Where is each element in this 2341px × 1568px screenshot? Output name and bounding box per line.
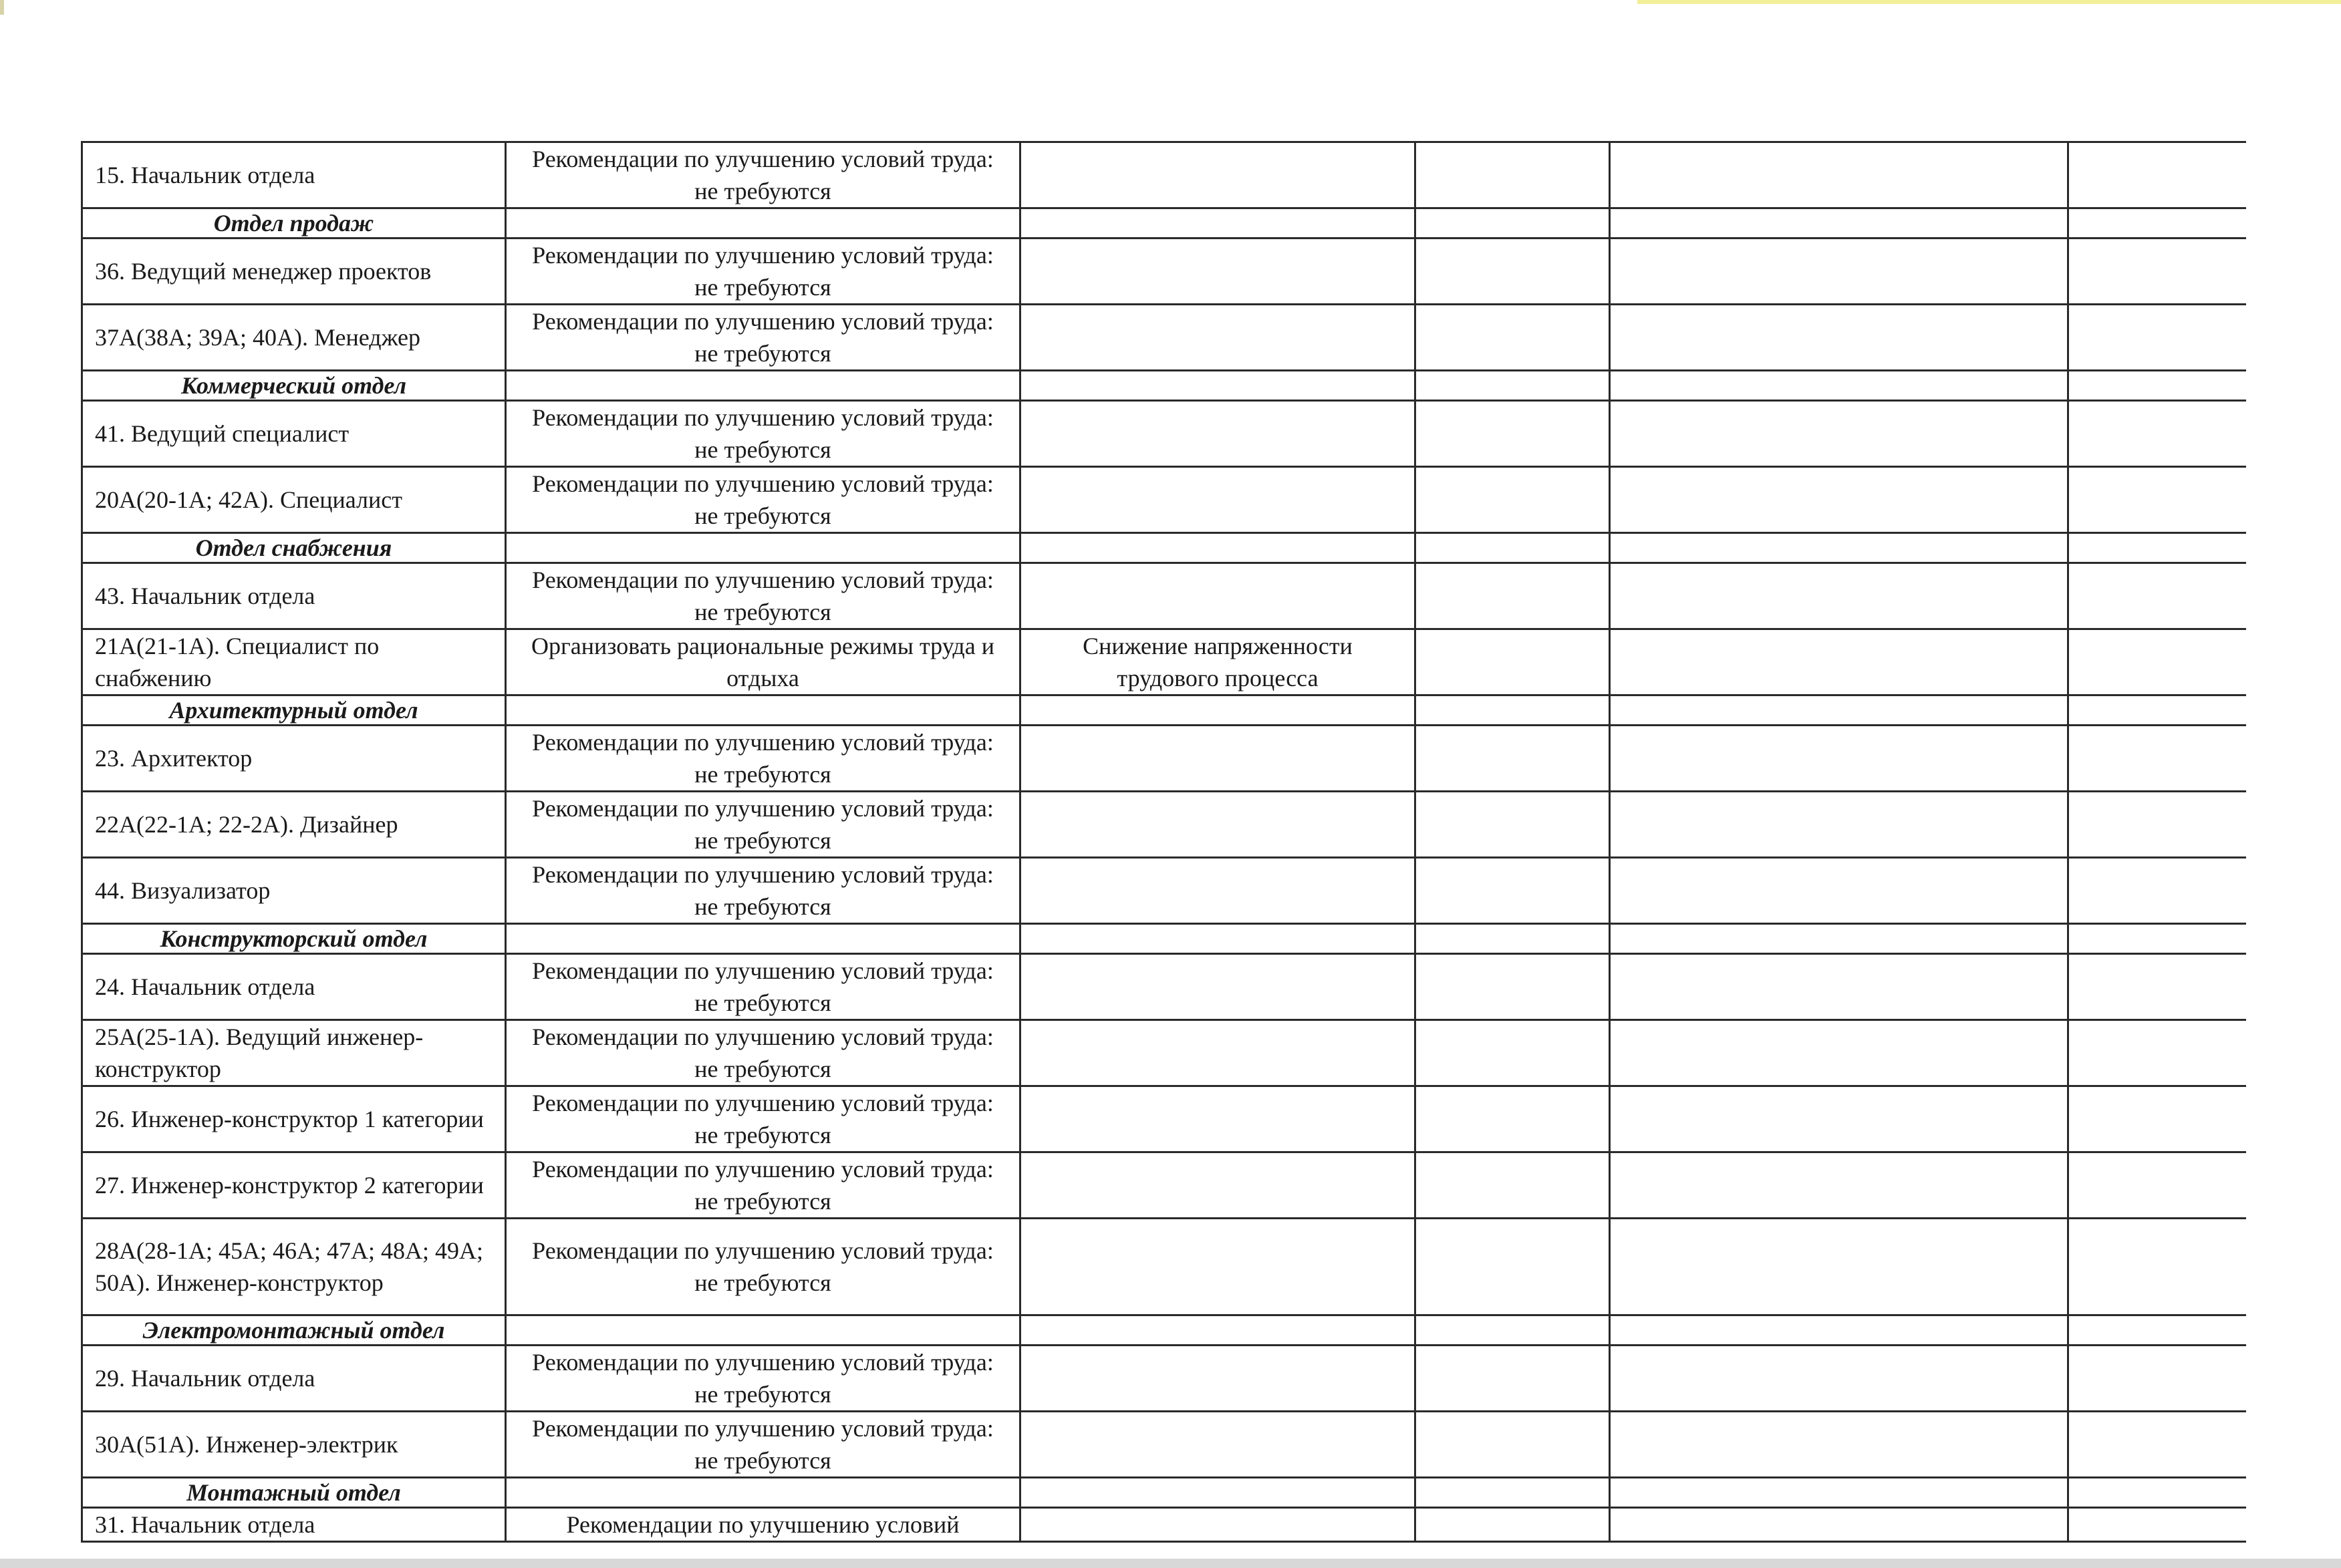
position-cell: 21А(21-1А). Специалист по снабжению (82, 629, 506, 695)
empty-cell (1610, 1412, 2068, 1478)
section-row (82, 695, 2247, 726)
goal-cell (1020, 563, 1415, 629)
empty-cell (1610, 1086, 2068, 1152)
section-title: Коммерческий отдел (82, 371, 506, 401)
recommendation-cell: Рекомендации по улучшению условий труда: не требуются (506, 792, 1020, 858)
empty-cell (1610, 467, 2068, 533)
empty-cell (2068, 401, 2247, 467)
empty-cell (1610, 954, 2068, 1020)
position-cell: 20А(20-1А; 42А). Специалист (82, 467, 506, 533)
empty-cell (2068, 726, 2247, 792)
empty-cell (1610, 1346, 2068, 1412)
recommendation-cell: Рекомендации по улучшению условий труда: не требуются (506, 142, 1020, 208)
position-cell: 27. Инженер-конструктор 2 категории (82, 1152, 506, 1219)
working-conditions-table (81, 141, 2246, 1543)
table-row (82, 1508, 2247, 1542)
empty-cell (506, 695, 1020, 726)
section-title: Архитектурный отдел (82, 695, 506, 726)
goal-cell (1020, 239, 1415, 305)
goal-cell (1020, 1020, 1415, 1086)
empty-cell (2068, 1508, 2247, 1542)
empty-cell (2068, 208, 2247, 239)
empty-cell (1020, 1315, 1415, 1346)
position-cell: 29. Начальник отдела (82, 1346, 506, 1412)
table-row (82, 1346, 2247, 1412)
goal-cell (1020, 1152, 1415, 1219)
empty-cell (1415, 239, 1610, 305)
document-table-area (81, 141, 2246, 1551)
goal-cell (1020, 1219, 1415, 1315)
table-row (82, 1219, 2247, 1315)
section-row (82, 371, 2247, 401)
empty-cell (1415, 1478, 1610, 1508)
table-row (82, 954, 2247, 1020)
empty-cell (1415, 142, 1610, 208)
recommendation-cell: Рекомендации по улучшению условий труда: не требуются (506, 563, 1020, 629)
recommendation-cell: Рекомендации по улучшению условий труда: не требуются (506, 1152, 1020, 1219)
recommendation-cell: Рекомендации по улучшению условий (506, 1508, 1020, 1542)
empty-cell (1415, 629, 1610, 695)
position-cell: 26. Инженер-конструктор 1 категории (82, 1086, 506, 1152)
table-row (82, 401, 2247, 467)
goal-cell (1020, 305, 1415, 371)
table-body (82, 142, 2247, 1542)
goal-cell (1020, 1412, 1415, 1478)
section-row (82, 1315, 2247, 1346)
empty-cell (2068, 142, 2247, 208)
empty-cell (2068, 1219, 2247, 1315)
position-cell: 23. Архитектор (82, 726, 506, 792)
empty-cell (1610, 401, 2068, 467)
empty-cell (1610, 629, 2068, 695)
scan-edge-band (1637, 0, 2341, 4)
recommendation-cell: Рекомендации по улучшению условий труда: не требуются (506, 858, 1020, 924)
empty-cell (1415, 924, 1610, 954)
table-row (82, 1020, 2247, 1086)
position-cell: 25А(25-1А). Ведущий инженер-конструктор (82, 1020, 506, 1086)
recommendation-cell: Рекомендации по улучшению условий труда: не требуются (506, 1020, 1020, 1086)
table-row (82, 858, 2247, 924)
empty-cell (506, 1478, 1020, 1508)
section-title: Конструкторский отдел (82, 924, 506, 954)
goal-cell (1020, 726, 1415, 792)
position-cell: 36. Ведущий менеджер проектов (82, 239, 506, 305)
goal-cell (1020, 1346, 1415, 1412)
empty-cell (1415, 1219, 1610, 1315)
recommendation-cell: Рекомендации по улучшению условий труда: не требуются (506, 726, 1020, 792)
recommendation-cell: Рекомендации по улучшению условий труда: не требуются (506, 467, 1020, 533)
section-row (82, 1478, 2247, 1508)
empty-cell (1610, 533, 2068, 563)
recommendation-cell: Рекомендации по улучшению условий труда: не требуются (506, 1346, 1020, 1412)
scan-bottom-band (0, 1559, 2341, 1568)
empty-cell (2068, 533, 2247, 563)
empty-cell (1610, 695, 2068, 726)
empty-cell (2068, 629, 2247, 695)
section-row (82, 208, 2247, 239)
empty-cell (1415, 305, 1610, 371)
empty-cell (1415, 1086, 1610, 1152)
empty-cell (2068, 1086, 2247, 1152)
empty-cell (1415, 954, 1610, 1020)
empty-cell (506, 533, 1020, 563)
goal-cell (1020, 954, 1415, 1020)
position-cell: 44. Визуализатор (82, 858, 506, 924)
empty-cell (1415, 533, 1610, 563)
empty-cell (2068, 858, 2247, 924)
empty-cell (1020, 1478, 1415, 1508)
empty-cell (1610, 1478, 2068, 1508)
position-cell: 37А(38А; 39А; 40А). Менеджер (82, 305, 506, 371)
table-row (82, 1086, 2247, 1152)
section-title: Электромонтажный отдел (82, 1315, 506, 1346)
table-row (82, 563, 2247, 629)
section-row (82, 533, 2247, 563)
recommendation-cell: Организовать рациональные режимы труда и отдыха (506, 629, 1020, 695)
empty-cell (1610, 239, 2068, 305)
empty-cell (1610, 858, 2068, 924)
position-cell: 30А(51А). Инженер-электрик (82, 1412, 506, 1478)
scan-edge-mark (0, 0, 4, 15)
empty-cell (1415, 371, 1610, 401)
empty-cell (506, 371, 1020, 401)
section-title: Отдел продаж (82, 208, 506, 239)
recommendation-cell: Рекомендации по улучшению условий труда: не требуются (506, 1086, 1020, 1152)
empty-cell (1415, 858, 1610, 924)
section-row (82, 924, 2247, 954)
table-row (82, 239, 2247, 305)
empty-cell (1610, 726, 2068, 792)
empty-cell (1415, 792, 1610, 858)
empty-cell (1020, 695, 1415, 726)
position-cell: 31. Начальник отдела (82, 1508, 506, 1542)
position-cell: 28А(28-1А; 45А; 46А; 47А; 48А; 49А; 50А). Инженер-конструктор (82, 1219, 506, 1315)
table-row (82, 142, 2247, 208)
table-row (82, 726, 2247, 792)
empty-cell (2068, 1412, 2247, 1478)
empty-cell (1610, 1508, 2068, 1542)
goal-cell (1020, 792, 1415, 858)
empty-cell (1610, 1020, 2068, 1086)
table-row (82, 792, 2247, 858)
empty-cell (2068, 467, 2247, 533)
recommendation-cell: Рекомендации по улучшению условий труда: не требуются (506, 239, 1020, 305)
empty-cell (2068, 239, 2247, 305)
empty-cell (1610, 371, 2068, 401)
empty-cell (1610, 1152, 2068, 1219)
goal-cell (1020, 1086, 1415, 1152)
position-cell: 15. Начальник отдела (82, 142, 506, 208)
empty-cell (1415, 1508, 1610, 1542)
recommendation-cell: Рекомендации по улучшению условий труда: не требуются (506, 1412, 1020, 1478)
table-row (82, 1152, 2247, 1219)
empty-cell (1415, 726, 1610, 792)
goal-cell (1020, 142, 1415, 208)
empty-cell (1415, 695, 1610, 726)
empty-cell (1415, 563, 1610, 629)
goal-cell: Снижение напряженности трудового процесса (1020, 629, 1415, 695)
goal-cell (1020, 1508, 1415, 1542)
table-row (82, 629, 2247, 695)
section-title: Отдел снабжения (82, 533, 506, 563)
empty-cell (1610, 792, 2068, 858)
empty-cell (2068, 1020, 2247, 1086)
empty-cell (1020, 924, 1415, 954)
empty-cell (1610, 1315, 2068, 1346)
empty-cell (1610, 305, 2068, 371)
empty-cell (506, 1315, 1020, 1346)
empty-cell (2068, 1478, 2247, 1508)
empty-cell (1020, 533, 1415, 563)
empty-cell (1415, 1020, 1610, 1086)
empty-cell (1610, 208, 2068, 239)
empty-cell (1610, 563, 2068, 629)
empty-cell (2068, 695, 2247, 726)
position-cell: 41. Ведущий специалист (82, 401, 506, 467)
recommendation-cell: Рекомендации по улучшению условий труда: не требуются (506, 954, 1020, 1020)
empty-cell (1610, 924, 2068, 954)
goal-cell (1020, 401, 1415, 467)
empty-cell (2068, 371, 2247, 401)
position-cell: 24. Начальник отдела (82, 954, 506, 1020)
goal-cell (1020, 858, 1415, 924)
goal-cell (1020, 467, 1415, 533)
empty-cell (1020, 208, 1415, 239)
recommendation-cell: Рекомендации по улучшению условий труда: не требуются (506, 1219, 1020, 1315)
empty-cell (1415, 208, 1610, 239)
empty-cell (2068, 1315, 2247, 1346)
empty-cell (2068, 1152, 2247, 1219)
empty-cell (2068, 1346, 2247, 1412)
empty-cell (506, 208, 1020, 239)
empty-cell (1020, 371, 1415, 401)
empty-cell (1610, 1219, 2068, 1315)
table-row (82, 1412, 2247, 1478)
empty-cell (506, 924, 1020, 954)
recommendation-cell: Рекомендации по улучшению условий труда: не требуются (506, 305, 1020, 371)
recommendation-cell: Рекомендации по улучшению условий труда: не требуются (506, 401, 1020, 467)
position-cell: 43. Начальник отдела (82, 563, 506, 629)
empty-cell (2068, 792, 2247, 858)
empty-cell (2068, 954, 2247, 1020)
table-row (82, 305, 2247, 371)
empty-cell (1415, 1152, 1610, 1219)
empty-cell (1415, 1315, 1610, 1346)
empty-cell (2068, 563, 2247, 629)
position-cell: 22А(22-1А; 22-2А). Дизайнер (82, 792, 506, 858)
empty-cell (1415, 467, 1610, 533)
section-title: Монтажный отдел (82, 1478, 506, 1508)
empty-cell (1415, 1412, 1610, 1478)
empty-cell (2068, 305, 2247, 371)
empty-cell (1610, 142, 2068, 208)
empty-cell (1415, 401, 1610, 467)
empty-cell (2068, 924, 2247, 954)
table-row (82, 467, 2247, 533)
empty-cell (1415, 1346, 1610, 1412)
